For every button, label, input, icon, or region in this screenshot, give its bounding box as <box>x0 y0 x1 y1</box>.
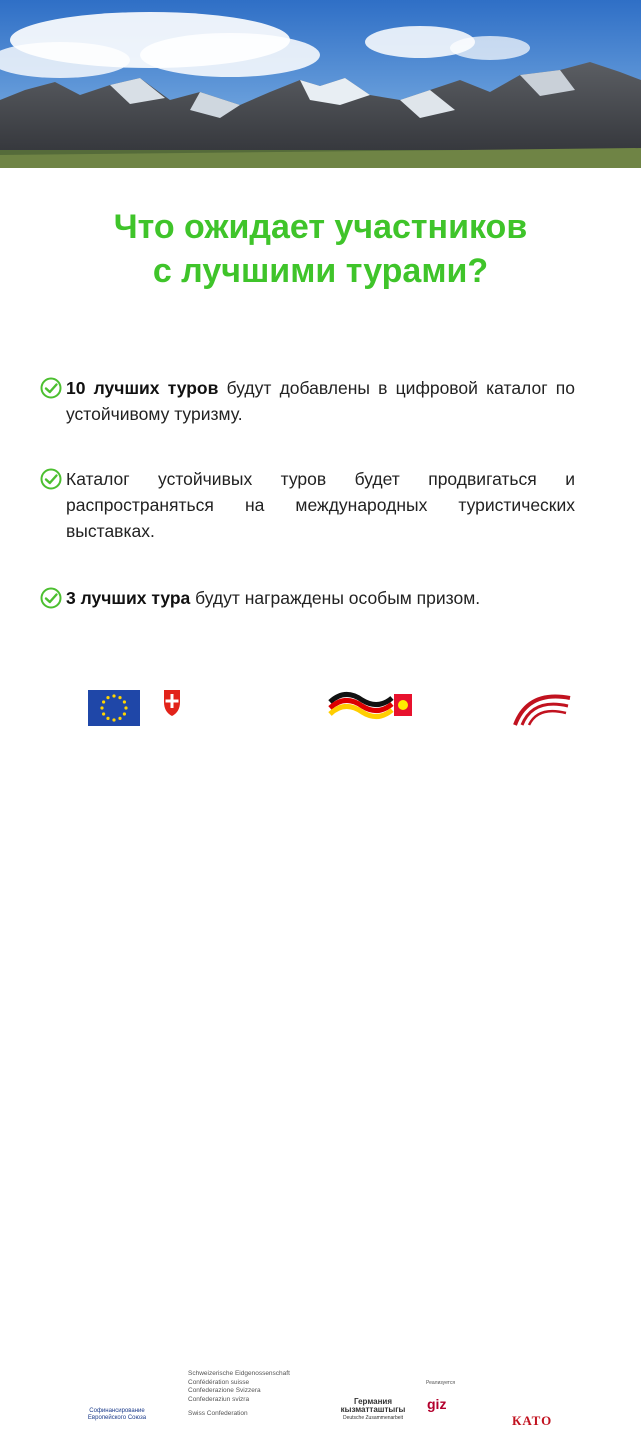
swiss-shield-icon <box>164 690 180 716</box>
eu-flag-icon <box>88 690 140 726</box>
germany-small: Deutsche Zusammenarbeit <box>342 1415 404 1421</box>
swiss-line: Schweizerische Eidgenossenschaft <box>188 1370 290 1377</box>
check-circle-icon <box>40 377 62 399</box>
list-item-rest: Каталог устойчивых туров будет продвигаться и распространяться на международных туристических выставках. <box>66 469 575 541</box>
list-item <box>40 375 575 427</box>
check-circle-icon <box>40 468 62 490</box>
swiss-line: Confédération suisse <box>188 1378 250 1386</box>
germany-sub: кызматташтыгы <box>340 1405 406 1414</box>
page-title <box>0 205 641 293</box>
germany-flag-icon <box>330 694 412 717</box>
germany-name: Германия <box>353 1397 393 1406</box>
giz-caption: Реализуется <box>426 1380 456 1386</box>
swiss-line: Confederazione Svizzera <box>188 1387 261 1394</box>
check-circle-icon <box>40 587 62 609</box>
list-item-rest: будут награждены особым призом. <box>190 588 481 608</box>
swiss-line: Confederaziun svizra <box>188 1395 250 1403</box>
list-item <box>40 585 575 611</box>
list-item-bold: 10 лучших туров <box>66 378 219 398</box>
kato-logo-icon <box>515 697 570 725</box>
mountain-image <box>0 0 641 168</box>
mountain-banner <box>0 0 641 168</box>
list-item-text <box>66 585 575 611</box>
partner-logos <box>0 680 641 1428</box>
kato-label: КАТО <box>512 1413 553 1428</box>
title-line-2: с лучшими турами? <box>152 252 489 290</box>
eu-caption: Софинансирование Европейского Союза <box>87 1408 147 1421</box>
swiss-caption <box>188 1370 290 1419</box>
list-item-bold: 3 лучших тура <box>66 588 191 608</box>
list-item <box>40 466 575 544</box>
swiss-en: Swiss Confederation <box>188 1410 248 1417</box>
list-item-rest: будут добавлены в цифровой каталог по устойчивому туризму. <box>66 378 575 424</box>
giz-logo: giz <box>427 1396 447 1412</box>
germany-caption <box>328 1398 418 1422</box>
list-item-text <box>66 375 575 427</box>
logo-graphics <box>0 680 641 760</box>
list-item-text <box>66 466 575 544</box>
title-line-1: Что ожидает участников <box>113 208 528 246</box>
